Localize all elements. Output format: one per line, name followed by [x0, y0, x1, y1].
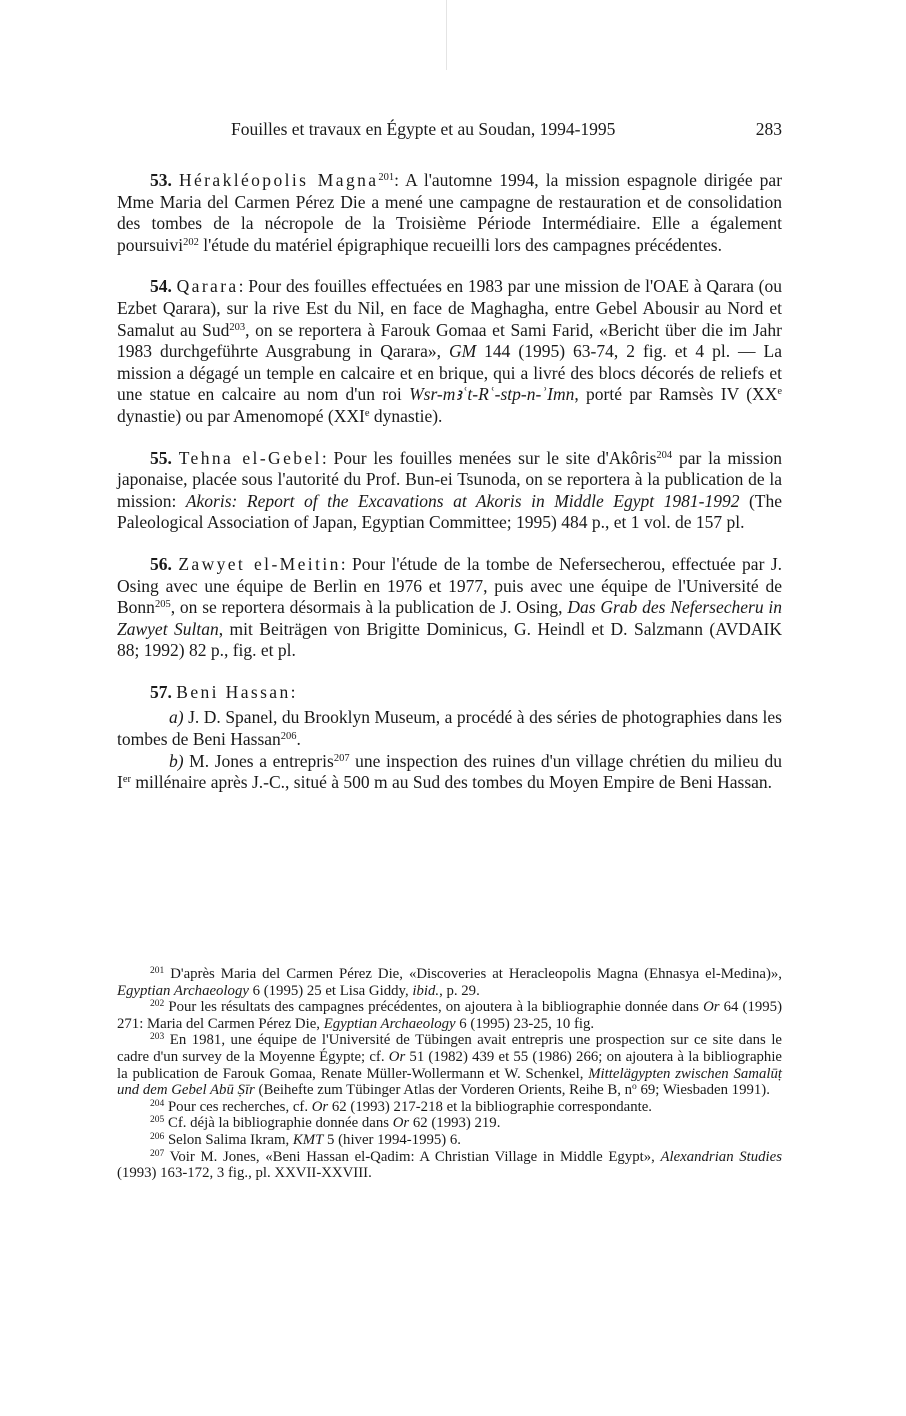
footnote-number: 201 [150, 966, 165, 976]
section-text: dynastie) ou par Amenomopé (XXI [117, 405, 365, 426]
journal-title: Alexandrian Studies [660, 1148, 782, 1165]
footnote-text: , p. 29. [439, 982, 480, 999]
section-text: 144 (1995) 63-74, 2 fig. et 4 pl. — La mission a dégagé un temple en calcaire et en brique, qui a livré des blocs décorés de reliefs et une statue en calcaire au nom d'un roi [117, 341, 782, 405]
footnote-text: 6 (1995) 23-25, 10 fig. [455, 1015, 595, 1032]
footnote-number: 206 [150, 1131, 165, 1142]
section-53 [117, 170, 782, 256]
heading-colon: : [290, 681, 298, 702]
section-text: , mit Beiträgen von Brigitte Dominicus, G. Heindl et D. Salzmann (AVDAIK 88; 1992) 82 p., fig. et pl. [117, 618, 783, 661]
journal-title: Egyptian Archaeology [117, 982, 249, 999]
section-text: , on se reportera désormais à la publication de J. Osing, [170, 597, 568, 618]
site-name: Tehna el-Gebel [178, 447, 322, 468]
item-label: b) [169, 750, 184, 771]
footnote-204 [117, 1099, 782, 1116]
ordinal-suffix: er [122, 774, 131, 786]
footnote-text: Pour les résultats des campagnes précédentes, on ajoutera à la bibliographie donnée dans [164, 999, 704, 1016]
section-56 [117, 554, 782, 662]
footnote-text: (1993) 163-172, 3 fig., pl. XXVII-XXVIII. [117, 1165, 372, 1182]
footnote-205 [117, 1115, 782, 1132]
main-text [117, 170, 782, 794]
footnote-number: 207 [150, 1148, 165, 1159]
footnote-text: Pour ces recherches, cf. [164, 1098, 312, 1115]
subsection-b [117, 751, 782, 794]
section-54 [117, 276, 782, 427]
footnote-text: 69; Wiesbaden 1991). [636, 1082, 770, 1099]
item-label: a) [169, 707, 184, 728]
footnote-text: 5 (hiver 1994-1995) 6. [323, 1131, 461, 1148]
footnote-number: 203 [150, 1032, 165, 1043]
footnote-text: 6 (1995) 25 et Lisa Giddy, [248, 982, 413, 999]
site-name: Zawyet el-Meitin [178, 553, 341, 574]
footnote-202 [117, 999, 782, 1032]
book-title: Das Grab des Nefersecheru in Zawyet Sultan [117, 597, 783, 639]
journal-abbrev: Or [388, 1048, 406, 1065]
footnote-206 [117, 1132, 782, 1149]
footnote-ref[interactable]: 201 [378, 172, 395, 183]
footnote-number: 205 [150, 1115, 165, 1126]
section-text: M. Jones a entrepris [183, 750, 334, 771]
running-title: Fouilles et travaux en Égypte et au Soudan, 1994-1995 [231, 119, 616, 139]
footnote-text: Voir M. Jones, «Beni Hassan el-Qadim: A Christian Village in Middle Egypt», [164, 1148, 661, 1165]
section-number: 56. [150, 553, 172, 574]
section-text: : A l'automne 1994, la mission espagnole dirigée par Mme Maria del Carmen Pérez Die a mené une campagne de restauration et de consolidation des tombes de la nécropole de la Troisième Période Intermédiaire. Elle a également poursuivi [117, 170, 783, 255]
footnote-ref[interactable]: 206 [280, 731, 297, 743]
ibid-abbrev: ibid. [412, 982, 440, 999]
footnote-number: 204 [150, 1098, 165, 1109]
section-text: (The Paleological Association of Japan, Egyptian Committee; 1995) 484 p., et 1 vol. de 157 pl. [117, 490, 782, 533]
footnote-text: D'après Maria del Carmen Pérez Die, «Discoveries at Heracleopolis Magna (Ehnasya el-Medina)», [164, 966, 782, 982]
book-title: Mittelägypten zwischen Samalūṭ und dem Gebel Abū Ṣīr [117, 1065, 782, 1099]
section-text: : Pour des fouilles effectuées en 1983 par une mission de l'OAE à Qarara (ou Ezbet Qarara), sur la rive Est du Nil, en face de Maghagha, entre Gebel Abousir au Nord et Samalut au Sud [117, 276, 782, 340]
section-number: 53. [150, 170, 172, 190]
site-name: Hérakléopolis Magna [178, 170, 379, 190]
journal-abbrev: Or [311, 1098, 329, 1115]
footnote-text: (Beihefte zum Tübinger Atlas der Vorderen Orients, Reihe B, n [254, 1082, 633, 1099]
section-text: l'étude du matériel épigraphique recueilli lors des campagnes précédentes. [198, 234, 722, 255]
ordinal-suffix: e [777, 386, 783, 398]
scan-fold-mark [446, 0, 447, 70]
footnote-ref[interactable]: 202 [183, 236, 199, 248]
footnote-number: 202 [150, 999, 165, 1010]
section-text: millénaire après J.-C., situé à 500 m au Sud des tombes du Moyen Empire de Beni Hassan. [131, 772, 773, 793]
subsection-a [117, 707, 782, 750]
footnote-text: Cf. déjà la bibliographie donnée dans [164, 1115, 393, 1132]
footnote-text: Selon Salima Ikram, [164, 1131, 293, 1148]
section-number: 55. [150, 447, 172, 468]
footnote-text: En 1981, une équipe de l'Université de Tübingen avait entrepris une prospection sur ce site dans le cadre d'un survey de la Moyenne Égypte; cf. [117, 1032, 782, 1065]
journal-abbrev: Or [392, 1115, 410, 1132]
section-text: J. D. Spanel, du Brooklyn Museum, a procédé à des séries de photographies dans les tombes de Beni Hassan [117, 707, 782, 750]
footnotes [117, 966, 782, 1182]
journal-title: GM [448, 341, 477, 362]
journal-title: KMT [292, 1131, 324, 1148]
footnote-ref[interactable]: 203 [229, 321, 246, 333]
section-57 [117, 682, 782, 704]
journal-title: Egyptian Archaeology [323, 1015, 456, 1032]
section-text: , porté par Ramsès IV (XX [574, 384, 778, 405]
footnote-ref[interactable]: 207 [333, 752, 350, 764]
site-name: Beni Hassan [176, 681, 291, 702]
footnote-text: 62 (1993) 219. [409, 1115, 501, 1132]
footnote-207 [117, 1149, 782, 1182]
book-title: Akoris: Report of the Excavations at Akoris in Middle Egypt 1981-1992 [185, 490, 740, 511]
running-header [117, 119, 782, 143]
section-number: 57. [150, 681, 172, 702]
section-text: dynastie). [369, 405, 443, 426]
section-text: une inspection des ruines d'un village chrétien du milieu du I [117, 750, 782, 793]
section-55 [117, 448, 782, 534]
ordinal-suffix: o [632, 1082, 637, 1093]
footnote-text: 62 (1993) 217-218 et la bibliographie correspondante. [328, 1098, 653, 1115]
section-number: 54. [150, 276, 172, 297]
site-name: Qarara [176, 276, 239, 297]
section-text: , on se reportera à Farouk Gomaa et Sami Farid, «Bericht über die im Jahr 1983 durchgeführte Ausgrabung in Qarara», [117, 319, 782, 362]
section-text: : Pour les fouilles menées sur le site d'Akôris [321, 447, 657, 468]
footnote-text: 51 (1982) 439 et 55 (1986) 266; on ajoutera à la bibliographie la publication de Farouk Gomaa, Renate Müller-Wollermann et W. Schenkel, [117, 1048, 782, 1082]
journal-abbrev: Or [703, 999, 720, 1016]
page-number: 283 [755, 119, 782, 139]
footnote-203 [117, 1032, 782, 1098]
footnote-ref[interactable]: 204 [656, 449, 673, 461]
section-text: par la mission japonaise, placée sous l'autorité du Prof. Bun-ei Tsunoda, on se reportera à la publication de la mission: [117, 447, 782, 511]
section-text: . [296, 729, 301, 750]
ordinal-suffix: e [364, 407, 370, 419]
royal-name: Wsr-mꜣʿt-Rʿ-stp-n-ʾImn [409, 384, 575, 405]
section-text: : Pour l'étude de la tombe de Nefersecherou, effectuée par J. Osing avec une équipe de Berlin en 1976 et 1977, puis avec une équipe de l'Université de Bonn [117, 553, 783, 618]
footnote-ref[interactable]: 205 [154, 599, 171, 611]
footnote-201 [117, 966, 782, 999]
footnote-text: 64 (1995) 271: Maria del Carmen Pérez Die, [117, 999, 782, 1032]
